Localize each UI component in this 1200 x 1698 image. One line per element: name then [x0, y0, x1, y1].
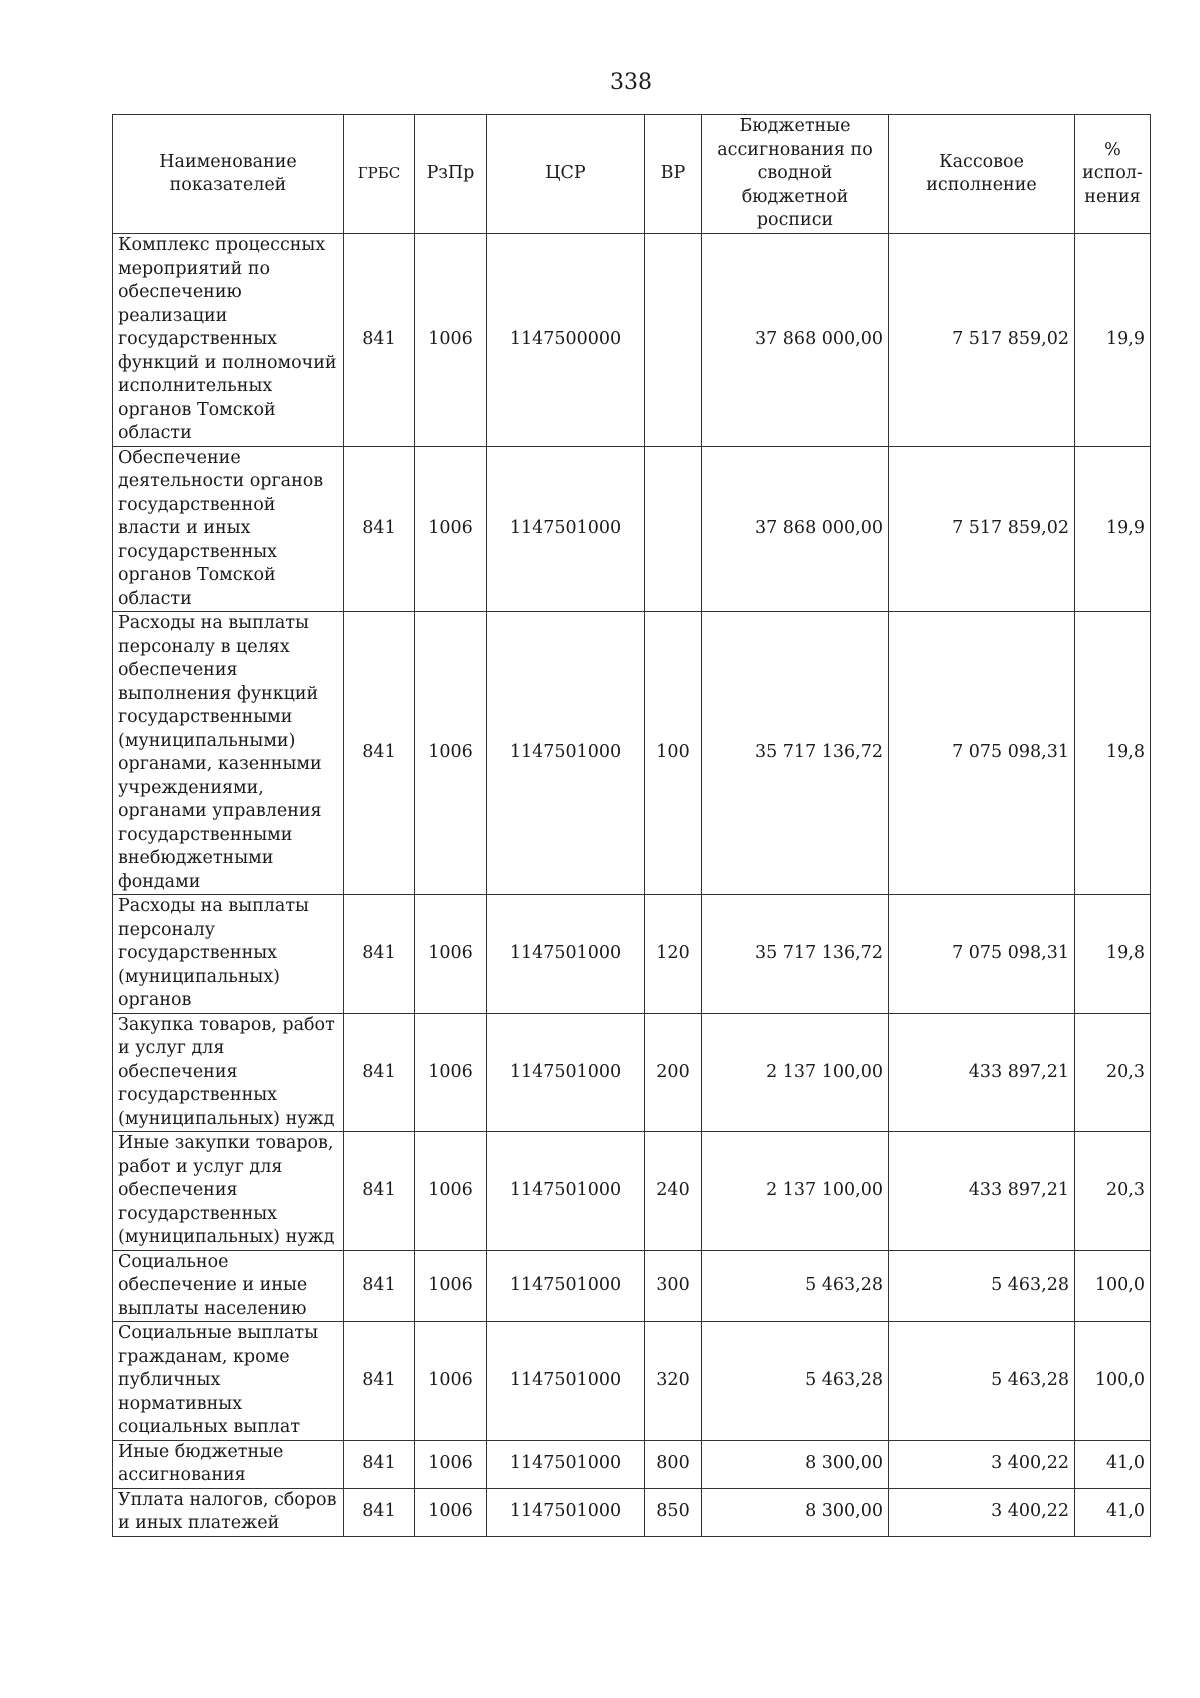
header-csr: ЦСР: [487, 115, 645, 234]
table-row: [113, 1250, 1151, 1322]
row-percent: 41,0: [1075, 1440, 1151, 1488]
table-row: [113, 234, 1151, 447]
row-name: Расходы на выплаты персоналу в целях обеспечения выполнения функций государственными (муниципальными) органами, казенными учреждениями, органами управления государственными внебюджетными фондами: [113, 612, 344, 895]
row-vr: [645, 446, 702, 612]
row-grbs: 841: [344, 1013, 415, 1132]
row-assignments: 8 300,00: [702, 1488, 889, 1536]
header-percent: % испол-нения: [1075, 115, 1151, 234]
row-execution: 5 463,28: [889, 1322, 1075, 1441]
row-name: Иные закупки товаров, работ и услуг для обеспечения государственных (муниципальных) нужд: [113, 1132, 344, 1251]
row-percent: 41,0: [1075, 1488, 1151, 1536]
header-name: Наименование показателей: [113, 115, 344, 234]
header-grbs: ГРБС: [344, 115, 415, 234]
row-percent: 100,0: [1075, 1322, 1151, 1441]
row-name: Закупка товаров, работ и услуг для обеспечения государственных (муниципальных) нужд: [113, 1013, 344, 1132]
row-rzpr: 1006: [415, 1440, 487, 1488]
row-vr: [645, 234, 702, 447]
header-vr: ВР: [645, 115, 702, 234]
row-name: Комплекс процессных мероприятий по обеспечению реализации государственных функций и полномочий исполнительных органов Томской области: [113, 234, 344, 447]
header-rzpr: РзПр: [415, 115, 487, 234]
row-assignments: 37 868 000,00: [702, 446, 889, 612]
row-rzpr: 1006: [415, 1250, 487, 1322]
row-csr: 1147501000: [487, 446, 645, 612]
row-name: Обеспечение деятельности органов государственной власти и иных государственных органов Томской области: [113, 446, 344, 612]
row-vr: 300: [645, 1250, 702, 1322]
row-grbs: 841: [344, 1488, 415, 1536]
row-percent: 19,9: [1075, 234, 1151, 447]
row-vr: 200: [645, 1013, 702, 1132]
row-assignments: 5 463,28: [702, 1322, 889, 1441]
budget-execution-table: [112, 114, 1151, 1537]
row-execution: 7 517 859,02: [889, 446, 1075, 612]
row-execution: 5 463,28: [889, 1250, 1075, 1322]
row-grbs: 841: [344, 895, 415, 1014]
row-vr: 800: [645, 1440, 702, 1488]
row-rzpr: 1006: [415, 1013, 487, 1132]
row-name: Социальное обеспечение и иные выплаты населению: [113, 1250, 344, 1322]
row-execution: 7 517 859,02: [889, 234, 1075, 447]
row-assignments: 2 137 100,00: [702, 1132, 889, 1251]
row-vr: 850: [645, 1488, 702, 1536]
row-execution: 3 400,22: [889, 1440, 1075, 1488]
table-header-row: [113, 115, 1151, 234]
row-assignments: 5 463,28: [702, 1250, 889, 1322]
row-grbs: 841: [344, 1322, 415, 1441]
header-assignments: Бюджетные ассигнования по сводной бюджетной росписи: [702, 115, 889, 234]
row-execution: 3 400,22: [889, 1488, 1075, 1536]
row-grbs: 841: [344, 446, 415, 612]
row-csr: 1147501000: [487, 1250, 645, 1322]
row-rzpr: 1006: [415, 446, 487, 612]
row-vr: 100: [645, 612, 702, 895]
row-grbs: 841: [344, 234, 415, 447]
row-execution: 7 075 098,31: [889, 895, 1075, 1014]
row-vr: 120: [645, 895, 702, 1014]
row-grbs: 841: [344, 1440, 415, 1488]
row-assignments: 8 300,00: [702, 1440, 889, 1488]
row-csr: 1147500000: [487, 234, 645, 447]
row-assignments: 35 717 136,72: [702, 895, 889, 1014]
table-row: [113, 1440, 1151, 1488]
row-csr: 1147501000: [487, 895, 645, 1014]
row-csr: 1147501000: [487, 1488, 645, 1536]
row-csr: 1147501000: [487, 1440, 645, 1488]
row-grbs: 841: [344, 1132, 415, 1251]
table-row: [113, 1013, 1151, 1132]
row-rzpr: 1006: [415, 1488, 487, 1536]
row-percent: 20,3: [1075, 1013, 1151, 1132]
row-execution: 433 897,21: [889, 1132, 1075, 1251]
row-grbs: 841: [344, 612, 415, 895]
row-execution: 433 897,21: [889, 1013, 1075, 1132]
row-vr: 240: [645, 1132, 702, 1251]
row-rzpr: 1006: [415, 234, 487, 447]
row-rzpr: 1006: [415, 612, 487, 895]
row-csr: 1147501000: [487, 1013, 645, 1132]
row-name: Социальные выплаты гражданам, кроме публичных нормативных социальных выплат: [113, 1322, 344, 1441]
row-rzpr: 1006: [415, 1322, 487, 1441]
row-csr: 1147501000: [487, 612, 645, 895]
row-percent: 100,0: [1075, 1250, 1151, 1322]
table-row: [113, 895, 1151, 1014]
row-assignments: 35 717 136,72: [702, 612, 889, 895]
row-percent: 20,3: [1075, 1132, 1151, 1251]
page-number: 338: [610, 70, 652, 95]
table-row: [113, 446, 1151, 612]
row-name: Иные бюджетные ассигнования: [113, 1440, 344, 1488]
table-row: [113, 612, 1151, 895]
row-csr: 1147501000: [487, 1132, 645, 1251]
table-row: [113, 1488, 1151, 1536]
row-percent: 19,9: [1075, 446, 1151, 612]
row-assignments: 2 137 100,00: [702, 1013, 889, 1132]
row-csr: 1147501000: [487, 1322, 645, 1441]
row-name: Уплата налогов, сборов и иных платежей: [113, 1488, 344, 1536]
row-percent: 19,8: [1075, 895, 1151, 1014]
row-name: Расходы на выплаты персоналу государственных (муниципальных) органов: [113, 895, 344, 1014]
row-rzpr: 1006: [415, 1132, 487, 1251]
row-assignments: 37 868 000,00: [702, 234, 889, 447]
table-row: [113, 1322, 1151, 1441]
row-grbs: 841: [344, 1250, 415, 1322]
table-row: [113, 1132, 1151, 1251]
row-execution: 7 075 098,31: [889, 612, 1075, 895]
row-vr: 320: [645, 1322, 702, 1441]
row-percent: 19,8: [1075, 612, 1151, 895]
row-rzpr: 1006: [415, 895, 487, 1014]
header-execution: Кассовое исполнение: [889, 115, 1075, 234]
